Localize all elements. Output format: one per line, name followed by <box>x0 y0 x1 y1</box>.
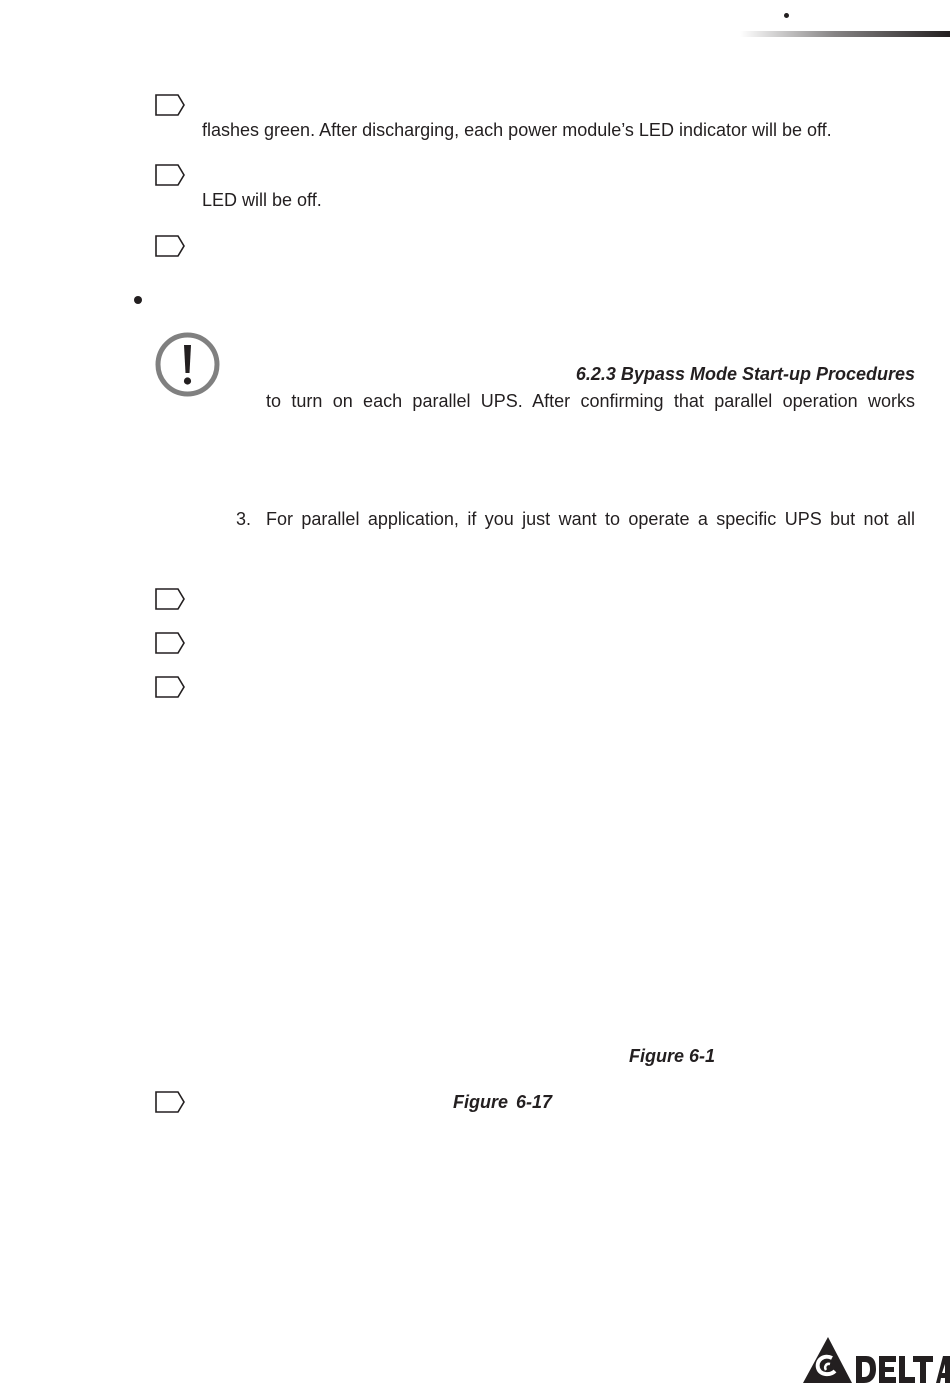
header-gradient-bar <box>740 31 950 37</box>
list-bullet <box>134 296 142 304</box>
delta-logo <box>800 1334 950 1385</box>
figure-reference: Figure 6-17 <box>453 1092 553 1112</box>
step-arrow-icon <box>155 632 185 654</box>
figure-caption: Figure 6-1 <box>629 1046 716 1066</box>
step-arrow-icon <box>155 94 185 116</box>
warning-item-number: 3. <box>236 509 252 529</box>
step-arrow-icon <box>155 676 185 698</box>
step-arrow-icon <box>155 588 185 610</box>
step-arrow-icon <box>155 1091 185 1113</box>
section-reference: 6.2.3 Bypass Mode Start-up Procedures <box>575 364 915 384</box>
step-arrow-icon <box>155 235 185 257</box>
step-2-text: LED will be off. <box>202 190 322 210</box>
exclamation-circle-icon <box>155 332 220 397</box>
header-dot <box>784 13 789 18</box>
step-1-text: flashes green. After discharging, each power module’s LED indicator will be off. <box>202 120 832 140</box>
warning-text-line: to turn on each parallel UPS. After confirming that parallel operation works <box>266 391 915 411</box>
warning-item-text: For parallel application, if you just want to operate a specific UPS but not all <box>266 509 915 529</box>
step-arrow-icon <box>155 164 185 186</box>
